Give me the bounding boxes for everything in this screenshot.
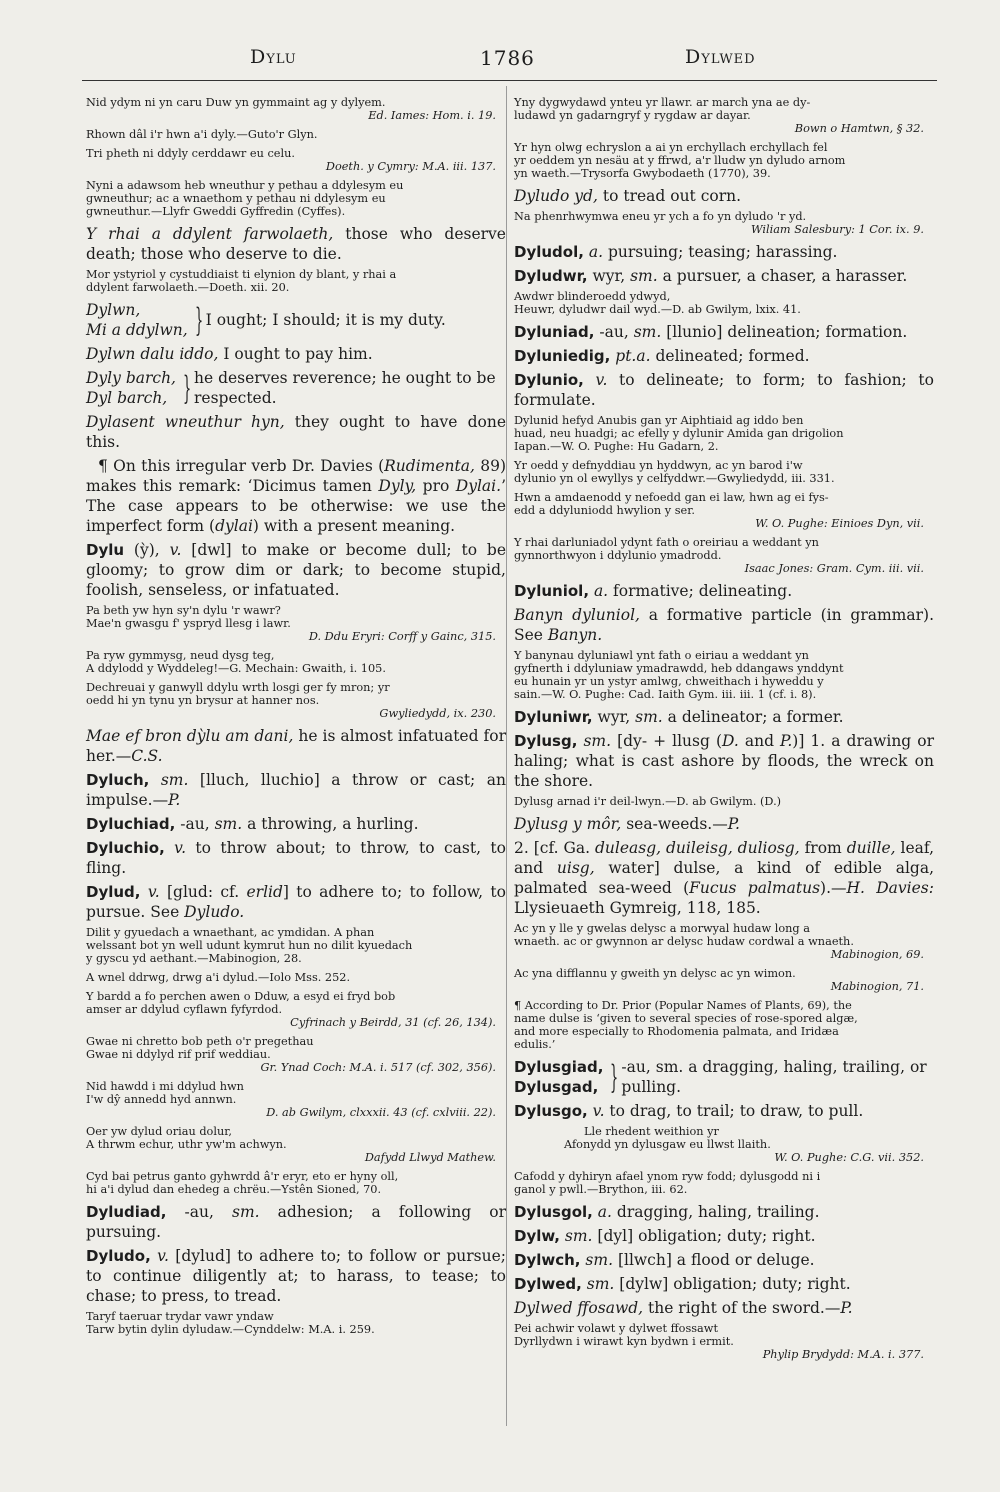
entry-text: erlid: [246, 883, 283, 901]
citation-source: Gwyliedydd, ix. 230.: [379, 707, 496, 720]
citation-line: Cafodd y dyhiryn afael ynom ryw fodd; dylusgodd ni i: [514, 1170, 821, 1183]
note-text: dylai: [215, 517, 253, 535]
part-of-speech: sm.: [633, 323, 662, 341]
headword: Dyludiad,: [86, 1203, 167, 1221]
headword: Dyluniedig,: [514, 347, 611, 365]
dictionary-entry: [86, 1246, 506, 1306]
citation-line: huad, neu huadgi; ac efelly y dylunir Amida gan drigolion: [514, 427, 844, 440]
entry-text: to throw about; to throw, to cast, to fling.: [86, 839, 506, 877]
citation-line: Heuwr, dyludwr dail wyd.—D. ab Gwilym, lxix. 41.: [514, 303, 801, 316]
citation-line: gynnorthwyon i ddylunio ymadrodd.: [514, 549, 722, 562]
entry-text: a pursuer, a chaser, a harasser.: [657, 267, 908, 285]
entry-text: [dwl] to make or become dull; to be gloomy; to grow dim or dark; to become stupid, foolish, senseless, or infatuated.: [86, 541, 506, 599]
citation: [514, 1125, 934, 1164]
variant: Dylwn,: [86, 301, 141, 319]
citation: [86, 681, 506, 720]
citation-line: Na phenrhwymwa eneu yr ych a fo yn dyludo 'r yd.: [514, 210, 807, 223]
headword: Dyluchiad,: [86, 815, 176, 833]
entry-text: [dy- + llusg (: [611, 732, 722, 750]
header-left-word: Dylu: [250, 46, 297, 68]
dictionary-entry: [514, 1101, 934, 1121]
headword: Dylu: [86, 541, 125, 559]
entry-text: delineated; formed.: [650, 347, 810, 365]
citation-line: Yr hyn olwg echryslon a ai yn erchyllach erchyllach fel: [514, 141, 828, 154]
citation-line: Dyrllydwn i wirawt kyn bydwn i ermit.: [514, 1335, 734, 1348]
citation-line: Y banynau dyluniawl ynt fath o eiriau a weddant yn: [514, 649, 809, 662]
entry-text: -au,: [166, 1203, 232, 1221]
phrase-meaning: to tread out corn.: [597, 187, 742, 205]
citation: [514, 1170, 934, 1196]
citation: [86, 96, 506, 122]
citation-source: D. ab Gwilym, clxxxii. 43 (cf. cxlviii. 22).: [266, 1106, 496, 1119]
entry-text: [dyl] obligation; duty; right.: [592, 1227, 816, 1245]
citation: [86, 128, 506, 141]
entry-text: wyr,: [592, 708, 636, 726]
citation: [514, 210, 934, 236]
dictionary-entry: [514, 1226, 934, 1246]
phrase-meaning: a formative particle (in grammar). See: [514, 606, 934, 644]
dictionary-entry: [86, 882, 506, 922]
note-text: Dylai.: [455, 477, 502, 495]
headword: Dylunio,: [514, 371, 584, 389]
headword: Dyluniwr,: [514, 708, 593, 726]
phrase-meaning: he is almost infatuated for her.—: [86, 727, 506, 765]
variant: Mi a ddylwn,: [86, 321, 188, 339]
dictionary-entry: [514, 581, 934, 601]
phrase-definition: [514, 1298, 934, 1318]
citation-line: edd a ddyluniodd hwylion y ser.: [514, 504, 695, 517]
entry-text: duleasg, duileisg, duliosg,: [594, 839, 800, 857]
source-abbrev: P.: [168, 791, 181, 809]
phrase-definition: [514, 186, 934, 206]
brace-variants: [514, 1057, 603, 1097]
citation-line: Pa beth yw hyn sy'n dylu 'r wawr?: [86, 604, 281, 617]
citation-line: Cyd bai petrus ganto gyhwrdd â'r eryr, eto er hyny oll,: [86, 1170, 399, 1183]
headword: Dylwch,: [514, 1251, 581, 1269]
citation-line: A wnel ddrwg, drwg a'i dylud.—Iolo Mss. 252.: [86, 971, 351, 984]
entry-text: a throwing, a hurling.: [242, 815, 419, 833]
citation-line: Dylusg arnad i'r deil-lwyn.—D. ab Gwilym. (D.): [514, 795, 782, 808]
headword: Dyluniad,: [514, 323, 595, 341]
phrase-definition: [86, 224, 506, 264]
part-of-speech: a.: [592, 1203, 612, 1221]
phrase-definition: [514, 605, 934, 645]
source-abbrev: P.: [780, 732, 793, 750]
citation: [514, 795, 934, 808]
citation: [514, 414, 934, 453]
citation: [514, 459, 934, 485]
entry-text: to delineate; to form; to fashion; to formulate.: [514, 371, 934, 409]
citation-source: Bown o Hamtwn, § 32.: [794, 122, 924, 135]
dictionary-entry: [514, 731, 934, 791]
source-abbrev: P.: [840, 1299, 853, 1317]
citation-line: ddylent farwolaeth.—Doeth. xii. 20.: [86, 281, 290, 294]
entry-text: to drag, to trail; to draw, to pull.: [604, 1102, 864, 1120]
citation-line: gwneuthur.—Llyfr Gweddi Gyffredin (Cyffes).: [86, 205, 346, 218]
entry-text: ).—: [820, 879, 847, 897]
dictionary-entry: [86, 1202, 506, 1242]
entry-text: from: [799, 839, 847, 857]
phrase: Dylwn dalu iddo,: [86, 345, 219, 363]
entry-text: [llwch] a flood or deluge.: [613, 1251, 815, 1269]
citation: [86, 649, 506, 675]
citation-line: hi a'i dylud dan ehedeg a chrëu.—Ystên Sioned, 70.: [86, 1183, 382, 1196]
headword: Dylud,: [86, 883, 141, 901]
header-right-word: Dylwed: [685, 46, 756, 68]
citation-line: Mae'n gwasgu f' yspryd llesg i lawr.: [86, 617, 291, 630]
citation-source: Mabinogion, 71.: [830, 980, 924, 993]
citation-line: I'w dŷ annedd hyd annwn.: [86, 1093, 237, 1106]
note-line: ¶ According to Dr. Prior (Popular Names of Plants, 69), the: [514, 999, 852, 1012]
citation: [514, 967, 934, 993]
note-line: edulis.’: [514, 1038, 556, 1051]
citation-line: wnaeth. ac or gwynnon ar delysc hudaw cordwal a wnaeth.: [514, 935, 854, 948]
phrase-definition: [86, 344, 506, 364]
citation-line: ludawd yn gadarngryf y rygdaw ar dayar.: [514, 109, 751, 122]
citation-source: Gr. Ynad Coch: M.A. i. 517 (cf. 302, 356).: [260, 1061, 496, 1074]
part-of-speech: sm.: [149, 771, 189, 789]
dictionary-entry: [86, 814, 506, 834]
phrase: Y rhai a ddylent farwolaeth,: [86, 225, 334, 243]
brace-variants: [86, 368, 176, 408]
citation-line: welssant bot yn well udunt kymrut hun no dilit kyuedach: [86, 939, 413, 952]
citation: [86, 1310, 506, 1336]
citation-line: Hwn a amdaenodd y nefoedd gan ei law, hwn ag ei fys-: [514, 491, 829, 504]
phrase-definition: [86, 726, 506, 766]
part-of-speech: sm.: [581, 1275, 615, 1293]
part-of-speech: v.: [587, 1102, 605, 1120]
entry-text: )] 1. a drawing or haling; what is cast ashore by floods, the wreck on the shore.: [514, 732, 935, 790]
citation-source: Isaac Jones: Gram. Cym. iii. vii.: [744, 562, 924, 575]
citation-line: oedd hi yn tynu yn brysur at hanner nos.: [86, 694, 320, 707]
phrase: Banyn dyluniol,: [514, 606, 640, 624]
citation-source: Wiliam Salesbury: 1 Cor. ix. 9.: [750, 223, 924, 236]
part-of-speech: v.: [164, 839, 187, 857]
dictionary-entry: [86, 838, 506, 878]
dictionary-entry: [514, 266, 934, 286]
phrase-meaning: I ought to pay him.: [218, 345, 373, 363]
entry-text: water] dulse, a kind of edible alga, palmated sea-weed (: [514, 859, 935, 897]
part-of-speech: v.: [583, 371, 608, 389]
citation: [86, 147, 506, 173]
citation-source: Dafydd Llwyd Mathew.: [364, 1151, 496, 1164]
citation: [514, 536, 934, 575]
citation-line: Dilit y gyuedach a wnaethant, ac ymdidan. A phan: [86, 926, 375, 939]
citation-line: Pa ryw gymmysg, neud dysg teg,: [86, 649, 275, 662]
citation: [86, 268, 506, 294]
citation-line: Nyni a adawsom heb wneuthur y pethau a ddylesym eu: [86, 179, 404, 192]
part-of-speech: v.: [140, 883, 160, 901]
dictionary-entry: [86, 770, 506, 810]
page-header: [80, 46, 940, 80]
phrase-meaning: they ought to have done this.: [86, 413, 506, 451]
entry-text: [lluch, lluchio] a throw or cast; an impulse.—: [86, 771, 506, 809]
citation-line: Taryf taeruar trydar vawr yndaw: [86, 1310, 274, 1323]
headword: Dylwed,: [514, 1275, 582, 1293]
citation: [86, 1080, 506, 1119]
citation-line: Gwae ni ddylyd rif prif weddiau.: [86, 1048, 271, 1061]
note-text: ) with a present meaning.: [252, 517, 456, 535]
citation-line: Ac yna difflannu y gweith yn delysc ac yn wimon.: [514, 967, 796, 980]
dictionary-entry: [514, 707, 934, 727]
citation-line: ganol y pwll.—Brython, iii. 62.: [514, 1183, 688, 1196]
citation-line: Mor ystyriol y cystuddiaist ti elynion dy blant, y rhai a: [86, 268, 397, 281]
dictionary-entry: [86, 540, 506, 600]
left-column: [86, 96, 506, 1342]
brace-variants: [86, 300, 188, 340]
headword: Dyluniol,: [514, 582, 590, 600]
right-column: [514, 96, 934, 1367]
phrase: Mae ef bron dỳlu am dani,: [86, 727, 294, 745]
citation-line: Yr oedd y defnyddiau yn hyddwyn, ac yn barod i'w: [514, 459, 803, 472]
entry-text: [dylud] to adhere to; to follow or pursue; to continue diligently at; to harass, to tease; to chase; to press, to tread.: [86, 1247, 506, 1305]
phrase: Dylasent wneuthur hyn,: [86, 413, 285, 431]
citation: [514, 649, 934, 701]
citation-line: Oer yw dylud oriau dolur,: [86, 1125, 232, 1138]
citation-line: Lle rhedent weithion yr: [584, 1125, 719, 1138]
sense-definition: [514, 838, 934, 918]
citation: [514, 96, 934, 135]
brace-meaning: he deserves reverence; he ought to be respected.: [194, 369, 496, 407]
citation: [86, 926, 506, 965]
entry-text: (ỳ),: [124, 541, 170, 559]
entry-text: Fucus palmatus: [689, 879, 821, 897]
citation-source: W. O. Pughe: Einioes Dyn, vii.: [755, 517, 924, 530]
header-rule: [82, 80, 937, 81]
entry-text: duille,: [846, 839, 896, 857]
headword: Dyludol,: [514, 243, 584, 261]
phrase-definition: [514, 814, 934, 834]
citation-line: Pei achwir volawt y dylwet ffossawt: [514, 1322, 718, 1335]
note-text: Dyly,: [378, 477, 417, 495]
phrase-meaning: the right of the sword.—: [643, 1299, 841, 1317]
phrase: Dyludo yd,: [514, 187, 598, 205]
citation-line: amser ar ddylud cyflawn fyfyrdod.: [86, 1003, 283, 1016]
note-text: Rudimenta,: [384, 457, 475, 475]
citation-line: Dylunid hefyd Anubis gan yr Aiphtiaid ag iddo ben: [514, 414, 804, 427]
citation-source: Ed. Iames: Hom. i. 19.: [368, 109, 496, 122]
citation-line: Tarw bytin dylin dyludaw.—Cynddelw: M.A. i. 259.: [86, 1323, 375, 1336]
part-of-speech: sm.: [232, 1203, 260, 1221]
entry-text: [dylw] obligation; duty; right.: [614, 1275, 851, 1293]
citation-line: Ac yn y lle y gwelas delysc a morwyal hudaw long a: [514, 922, 810, 935]
cross-reference: Banyn.: [547, 626, 603, 644]
brace-meaning: -au, sm. a dragging, haling, trailing, or pulling.: [621, 1058, 927, 1096]
phrase-meaning: sea-weeds.—: [621, 815, 728, 833]
citation-line: Afonydd yn dylusgaw eu llwst llaith.: [564, 1138, 771, 1151]
headword: Dyluch,: [86, 771, 150, 789]
citation-line: A ddylodd y Wyddeleg!—G. Mechain: Gwaith, i. 105.: [86, 662, 386, 675]
entry-text: -au,: [175, 815, 215, 833]
citation-line: y gyscu yd aethant.—Mabinogion, 28.: [86, 952, 302, 965]
citation-source: Doeth. y Cymry: M.A. iii. 137.: [325, 160, 496, 173]
citation-source: Cyfrinach y Beirdd, 31 (cf. 26, 134).: [290, 1016, 496, 1029]
dictionary-entry: [514, 242, 934, 262]
dictionary-entry: [514, 1202, 934, 1222]
citation-source: Mabinogion, 69.: [830, 948, 924, 961]
citation: [86, 1125, 506, 1164]
citation-line: A thrwm echur, uthr yw'm achwyn.: [86, 1138, 287, 1151]
note-text: 89) makes this remark: ‘Dicimus tamen: [86, 457, 506, 495]
entry-text: wyr,: [587, 267, 631, 285]
entry-text: H. Davies:: [846, 879, 934, 897]
note-text: ¶ On this irregular verb Dr. Davies (: [98, 457, 385, 475]
entry-text: Llysieuaeth Gymreig, 118, 185.: [514, 899, 761, 917]
citation-line: gyfnerth i ddyluniaw ymadrawdd, heb ddangaws ynddynt: [514, 662, 844, 675]
headword: Dylusgol,: [514, 1203, 593, 1221]
dictionary-entry: [514, 1274, 934, 1294]
source-abbrev: P.: [727, 815, 740, 833]
brace-meaning: I ought; I should; it is my duty.: [205, 311, 446, 329]
brace-icon: }: [610, 1058, 619, 1096]
entry-text: ] to adhere to; to follow, to pursue. See: [86, 883, 506, 921]
part-of-speech: v.: [169, 541, 182, 559]
citation-line: Rhown dâl i'r hwn a'i dyly.—Guto'r Glyn.: [86, 128, 318, 141]
citation: [514, 1322, 934, 1361]
dictionary-entry: [514, 370, 934, 410]
headword: Dyludo,: [86, 1247, 151, 1265]
entry-text: leaf, and: [514, 839, 934, 877]
citation-line: Nid hawdd i mi ddylud hwn: [86, 1080, 244, 1093]
citation-line: Tri pheth ni ddyly cerddawr eu celu.: [86, 147, 295, 160]
dictionary-entry: [514, 1250, 934, 1270]
part-of-speech: a.: [589, 582, 609, 600]
phrase-meaning: those who deserve death; those who deserve to die.: [86, 225, 506, 263]
citation-line: Dechreuai y ganwyll ddylu wrth losgi ger fy mron; yr: [86, 681, 390, 694]
headword: Dyluchio,: [86, 839, 165, 857]
citation-line: yn waeth.—Trysorfa Gwybodaeth (1770), 39.: [514, 167, 771, 180]
note-text: ’ The case appears to be otherwise: we use the imperfect form (: [86, 477, 506, 535]
citation: [514, 922, 934, 961]
headword: Dylusgo,: [514, 1102, 588, 1120]
usage-note: [86, 456, 506, 536]
source-abbrev: D.: [722, 732, 739, 750]
citation-line: Nid ydym ni yn caru Duw yn gymmaint ag y dylyem.: [86, 96, 386, 109]
headword: Dylusgad,: [514, 1078, 599, 1096]
citation-line: Awdwr blinderoedd ydwyd,: [514, 290, 671, 303]
headword: Dylusgiad,: [514, 1058, 604, 1076]
citation-line: Yny dygwydawd ynteu yr llawr. ar march yna ae dy-: [514, 96, 811, 109]
phrase: Dylusg y môr,: [514, 815, 622, 833]
citation-source: D. Ddu Eryri: Corff y Gainc, 315.: [308, 630, 496, 643]
cross-reference: Dyludo.: [184, 903, 245, 921]
part-of-speech: sm.: [630, 267, 658, 285]
entry-text: 2. [cf. Ga.: [514, 839, 595, 857]
braced-phrase: [86, 300, 506, 340]
citation: [86, 1170, 506, 1196]
source-abbrev: C.S.: [131, 747, 163, 765]
entry-text: dragging, haling, trailing.: [611, 1203, 820, 1221]
entry-text: [glud: cf.: [159, 883, 247, 901]
entry-text: a delineator; a former.: [662, 708, 844, 726]
citation: [86, 179, 506, 218]
entry-text: adhesion; a following or pursuing.: [86, 1203, 506, 1241]
citation: [86, 1035, 506, 1074]
part-of-speech: v.: [150, 1247, 169, 1265]
citation-line: eu hunain yr un ystyr amlwg, chweithach i hyweddu y: [514, 675, 824, 688]
citation-source: W. O. Pughe: C.G. vii. 352.: [774, 1151, 924, 1164]
note-text: pro: [416, 477, 456, 495]
phrase-definition: [86, 412, 506, 452]
citation-line: Gwae ni chretto bob peth o'r pregethau: [86, 1035, 314, 1048]
entry-text: [llunio] delineation; formation.: [661, 323, 908, 341]
part-of-speech: a.: [583, 243, 604, 261]
phrase: Dylwed ffosawd,: [514, 1299, 644, 1317]
dictionary-entry: [514, 322, 934, 342]
part-of-speech: sm.: [559, 1227, 593, 1245]
part-of-speech: sm.: [580, 1251, 614, 1269]
part-of-speech: sm.: [635, 708, 663, 726]
citation-line: sain.—W. O. Pughe: Cad. Iaith Gym. iii. iii. 1 (cf. i. 8).: [514, 688, 817, 701]
citation-source: Phylip Brydydd: M.A. i. 377.: [762, 1348, 924, 1361]
citation: [86, 971, 506, 984]
braced-phrase: [86, 368, 506, 408]
citation-line: Y bardd a fo perchen awen o Dduw, a esyd ei fryd bob: [86, 990, 396, 1003]
part-of-speech: sm.: [214, 815, 243, 833]
headword: Dylw,: [514, 1227, 560, 1245]
citation-line: yr oeddem yn nesäu at y ffrwd, a'r lludw yn dyludo arnom: [514, 154, 846, 167]
citation: [514, 290, 934, 316]
entry-text: and: [738, 732, 781, 750]
brace-icon: }: [183, 369, 192, 407]
citation: [514, 491, 934, 530]
variant: Dyl barch,: [86, 389, 168, 407]
column-divider: [506, 86, 507, 1426]
part-of-speech: sm.: [577, 732, 612, 750]
brace-icon: }: [194, 301, 203, 339]
usage-note: [514, 999, 934, 1051]
citation-line: Iapan.—W. O. Pughe: Hu Gadarn, 2.: [514, 440, 719, 453]
entry-text: uisg,: [556, 859, 595, 877]
note-line: name dulse is ‘given to several species of rose-spored algæ,: [514, 1012, 858, 1025]
entry-text: -au,: [594, 323, 634, 341]
headword: Dylusg,: [514, 732, 578, 750]
dictionary-entry: [514, 346, 934, 366]
headword: Dyludwr,: [514, 267, 588, 285]
page-number: 1786: [480, 46, 535, 70]
braced-entry: [514, 1057, 934, 1097]
variant: Dyly barch,: [86, 369, 176, 387]
entry-text: pursuing; teasing; harassing.: [603, 243, 838, 261]
citation: [514, 141, 934, 180]
citation-line: gwneuthur; ac a wnaethom y pethau ni ddylesym eu: [86, 192, 386, 205]
note-line: and more especially to Rhodomenia palmata, and Iridæa: [514, 1025, 839, 1038]
part-of-speech: pt.a.: [610, 347, 651, 365]
citation: [86, 604, 506, 643]
citation-line: dylunio yn ol ewyllys y celfyddwr.—Gwyliedydd, iii. 331.: [514, 472, 835, 485]
citation: [86, 990, 506, 1029]
citation-line: Y rhai darluniadol ydynt fath o oreiriau a weddant yn: [514, 536, 819, 549]
entry-text: formative; delineating.: [608, 582, 793, 600]
